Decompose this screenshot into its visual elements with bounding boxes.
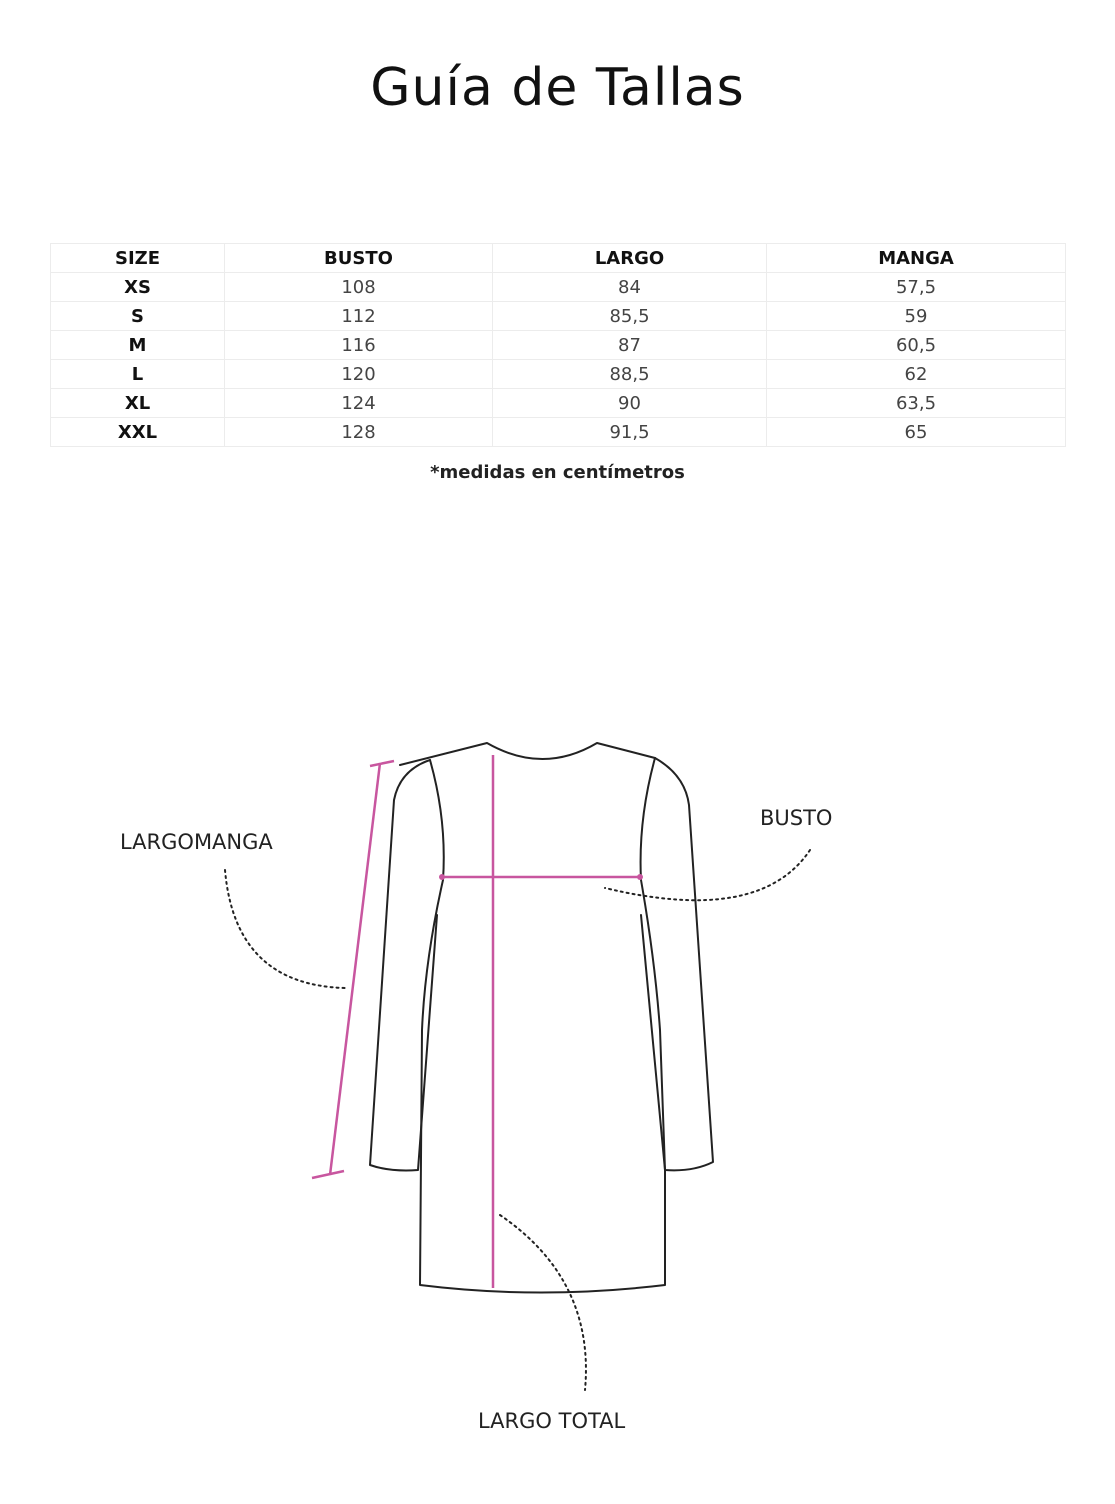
size-cell: M	[51, 331, 225, 360]
size-cell: L	[51, 360, 225, 389]
dress-illustration	[0, 700, 1115, 1500]
manga-cell: 62	[767, 360, 1066, 389]
largo-cell: 88,5	[493, 360, 767, 389]
header-manga: MANGA	[767, 244, 1066, 273]
size-cell: XXL	[51, 418, 225, 447]
table-row	[51, 331, 1066, 360]
manga-cell: 57,5	[767, 273, 1066, 302]
size-cell: XS	[51, 273, 225, 302]
right-sleeve-outline	[641, 758, 713, 1170]
busto-cell: 108	[225, 273, 493, 302]
table-row	[51, 418, 1066, 447]
bust-right-dot	[637, 874, 643, 880]
largo-cell: 85,5	[493, 302, 767, 331]
table-header-row	[51, 244, 1066, 273]
bust-label: BUSTO	[760, 806, 833, 830]
total-length-label: LARGO TOTAL	[478, 1409, 626, 1433]
manga-cell: 65	[767, 418, 1066, 447]
manga-cell: 59	[767, 302, 1066, 331]
largo-cell: 84	[493, 273, 767, 302]
garment-diagram	[0, 700, 1115, 1500]
body-left-outline	[420, 760, 665, 1293]
header-largo: LARGO	[493, 244, 767, 273]
size-cell: XL	[51, 389, 225, 418]
largo-cell: 91,5	[493, 418, 767, 447]
total-length-leader	[500, 1215, 586, 1390]
bust-leader	[605, 850, 810, 900]
busto-cell: 112	[225, 302, 493, 331]
leader-lines	[225, 850, 810, 1390]
dress-outline	[370, 743, 713, 1293]
body-right-outline	[641, 758, 665, 1170]
table-row	[51, 302, 1066, 331]
measure-lines	[312, 755, 640, 1288]
busto-cell: 128	[225, 418, 493, 447]
largo-cell: 90	[493, 389, 767, 418]
busto-cell: 120	[225, 360, 493, 389]
manga-cell: 60,5	[767, 331, 1066, 360]
largo-cell: 87	[493, 331, 767, 360]
sleeve-top-tick	[370, 761, 394, 766]
busto-cell: 124	[225, 389, 493, 418]
table-row	[51, 360, 1066, 389]
table-row	[51, 273, 1066, 302]
manga-cell: 63,5	[767, 389, 1066, 418]
busto-cell: 116	[225, 331, 493, 360]
sleeve-bottom-tick	[312, 1171, 344, 1178]
page-title: Guía de Tallas	[370, 58, 745, 118]
header-size: SIZE	[51, 244, 225, 273]
header-busto: BUSTO	[225, 244, 493, 273]
table-row	[51, 389, 1066, 418]
sleeve-leader	[225, 870, 345, 988]
bust-left-dot	[439, 874, 445, 880]
size-table	[50, 243, 1066, 447]
neckline-outline	[400, 743, 655, 765]
size-cell: S	[51, 302, 225, 331]
units-note: *medidas en centímetros	[430, 462, 685, 483]
sleeve-length-label: LARGOMANGA	[120, 830, 273, 854]
